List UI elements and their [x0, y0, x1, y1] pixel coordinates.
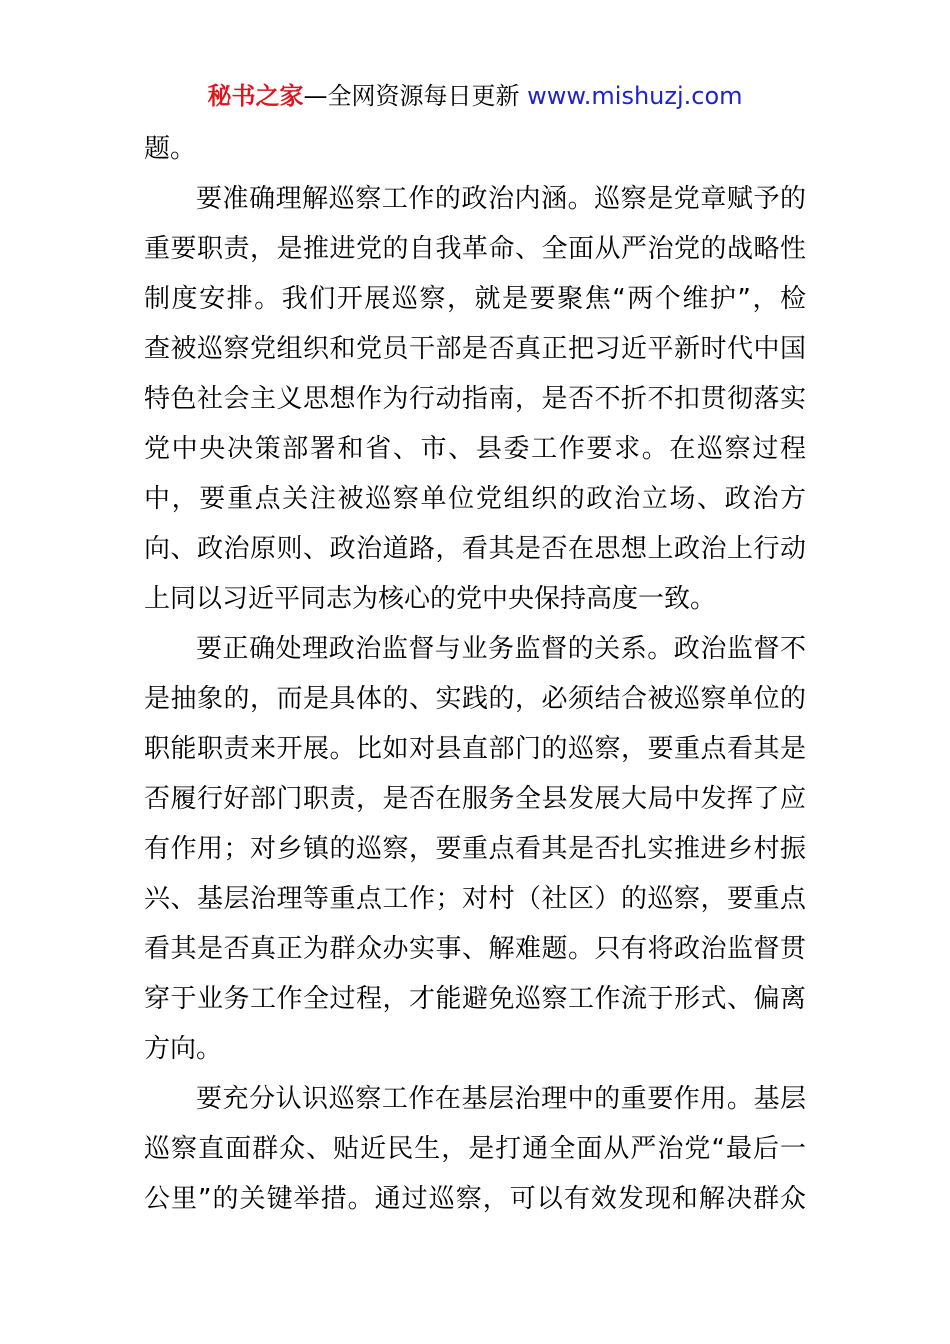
- page-header: [0, 78, 950, 114]
- document-body: [144, 124, 806, 1224]
- text-line: 公里”的关键举措。通过巡察，可以有效发现和解决群众: [144, 1184, 806, 1214]
- text-line: 巡察直面群众、贴近民生，是打通全面从严治党“最后一: [144, 1134, 806, 1164]
- header-brand: 秘书之家: [207, 82, 304, 110]
- header-url-link[interactable]: www.mishuzj.com: [527, 82, 743, 110]
- text-line: 查被巡察党组织和党员干部是否真正把习近平新时代中国: [144, 334, 806, 364]
- text-line: 重要职责，是推进党的自我革命、全面从严治党的战略性: [144, 234, 806, 264]
- text-line: 兴、基层治理等重点工作；对村（社区）的巡察，要重点: [144, 884, 806, 914]
- text-line: 否履行好部门职责，是否在服务全县发展大局中发挥了应: [144, 784, 806, 814]
- text-line: 特色社会主义思想作为行动指南，是否不折不扣贯彻落实: [144, 384, 806, 414]
- text-line: 方向。: [144, 1034, 223, 1064]
- text-line: 制度安排。我们开展巡察，就是要聚焦“两个维护”，检: [144, 284, 806, 314]
- text-line: 要正确处理政治监督与业务监督的关系。政治监督不: [196, 634, 806, 664]
- text-line: 看其是否真正为群众办实事、解难题。只有将政治监督贯: [144, 934, 806, 964]
- text-line: 上同以习近平同志为核心的党中央保持高度一致。: [144, 584, 717, 614]
- text-line: 向、政治原则、政治道路，看其是否在思想上政治上行动: [144, 534, 806, 564]
- text-line: 要准确理解巡察工作的政治内涵。巡察是党章赋予的: [196, 184, 806, 214]
- text-line: 穿于业务工作全过程，才能避免巡察工作流于形式、偏离: [144, 984, 806, 1014]
- header-tagline: —全网资源每日更新: [303, 82, 528, 110]
- text-line: 中，要重点关注被巡察单位党组织的政治立场、政治方: [144, 484, 806, 514]
- text-line: 党中央决策部署和省、市、县委工作要求。在巡察过程: [144, 434, 806, 464]
- text-line: 有作用；对乡镇的巡察，要重点看其是否扎实推进乡村振: [144, 834, 806, 864]
- text-line: 题。: [144, 134, 197, 164]
- text-line: 是抽象的，而是具体的、实践的，必须结合被巡察单位的: [144, 684, 806, 714]
- text-line: 职能职责来开展。比如对县直部门的巡察，要重点看其是: [144, 734, 806, 764]
- text-line: 要充分认识巡察工作在基层治理中的重要作用。基层: [196, 1084, 806, 1114]
